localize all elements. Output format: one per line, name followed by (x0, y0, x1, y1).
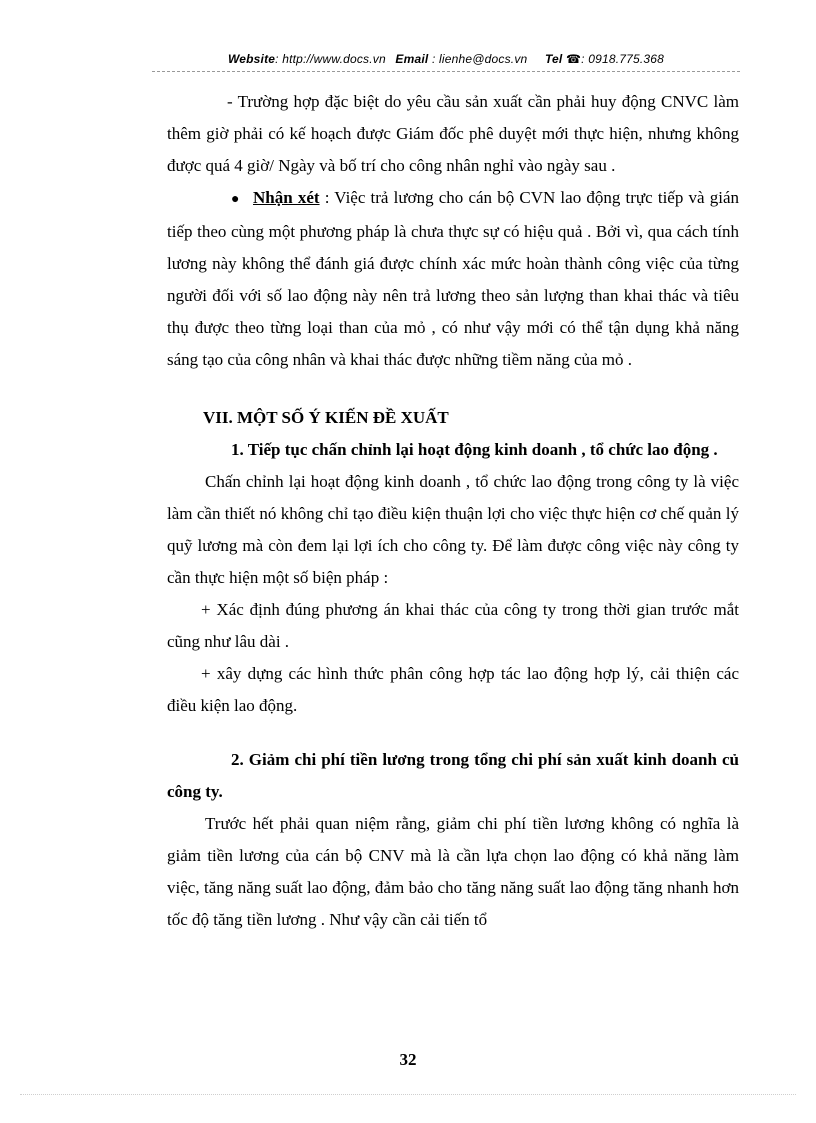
phone-icon: ☎ (566, 52, 582, 66)
remark-label: Nhận xét (253, 188, 320, 207)
email-label: Email (395, 52, 429, 66)
section-title: VII. MỘT SỐ Ý KIẾN ĐỀ XUẤT (203, 408, 449, 427)
subsection-1-paragraph: Chấn chỉnh lại hoạt động kinh doanh , tổ chức lao động trong công ty là việc làm cần thiết nó không chỉ tạo điều kiện thuận lợi cho việc thực hiện cơ chế quản lý quỹ lương mà còn đem lại lợi ích cho công ty. Để làm được công việc này công ty cần thực hiện một số biện pháp : (167, 472, 739, 587)
subsection-1-title: 1. Tiếp tục chấn chỉnh lại hoạt động kinh doanh , tổ chức lao động . (231, 440, 718, 459)
dash-item: - Trường hợp đặc biệt do yêu cầu sản xuất cần phải huy động CNVC làm thêm giờ phải có kế hoạch được Giám đốc phê duyệt mới thực hiện, nhưng không được quá 4 giờ/ Ngày và bố trí cho công nhân nghỉ vào ngày sau . (167, 92, 739, 175)
bullet-icon: ● (231, 192, 240, 207)
email-value: : lienhe@docs.vn (428, 52, 528, 66)
document-body (167, 86, 739, 936)
tel-value: : 0918.775.368 (581, 52, 665, 66)
subsection-2-title: 2. Giảm chi phí tiền lương trong tổng chi phí sản xuất kinh doanh củ công ty. (167, 750, 739, 801)
subsection-1-point-2: + xây dựng các hình thức phân công hợp tác lao động hợp lý, cải thiện các điều kiện lao động. (167, 664, 739, 715)
remark-text: : Việc trả lương cho cán bộ CVN lao động trực tiếp và gián tiếp theo cùng một phương pháp là chưa thực sự có hiệu quả . Bởi vì, qua cách tính lương này không thể đánh giá được chính xác mức hoàn thành công việc của từng người đối với số lao động này nên trả lương theo sản lượng than khai thác và tiêu thụ được theo từng loại than của mỏ , có như vậy mới có thể tận dụng khả năng sáng tạo của công nhân và khai thác được những tiềm năng của mỏ . (167, 188, 739, 369)
remark-paragraph (167, 182, 739, 376)
page-bottom-border (20, 1094, 796, 1095)
page-header (152, 52, 740, 66)
page-number: 32 (399, 1050, 417, 1069)
website-value: : http://www.docs.vn (275, 52, 386, 66)
website-label: Website (227, 52, 276, 66)
tel-label: Tel (544, 52, 563, 66)
subsection-1-point-1: + Xác định đúng phương án khai thác của công ty trong thời gian trước mắt cũng như lâu dài . (167, 600, 739, 651)
header-divider (152, 71, 740, 72)
subsection-2-paragraph: Trước hết phải quan niệm rằng, giảm chi phí tiền lương không có nghĩa là giảm tiền lương của cán bộ CNV mà là cần lựa chọn lao động có khả năng làm việc, tăng năng suất lao động, đảm bảo cho tăng năng suất lao động tăng nhanh hơn tốc độ tăng tiền lương . Như vậy cần cải tiến tổ (167, 814, 739, 929)
